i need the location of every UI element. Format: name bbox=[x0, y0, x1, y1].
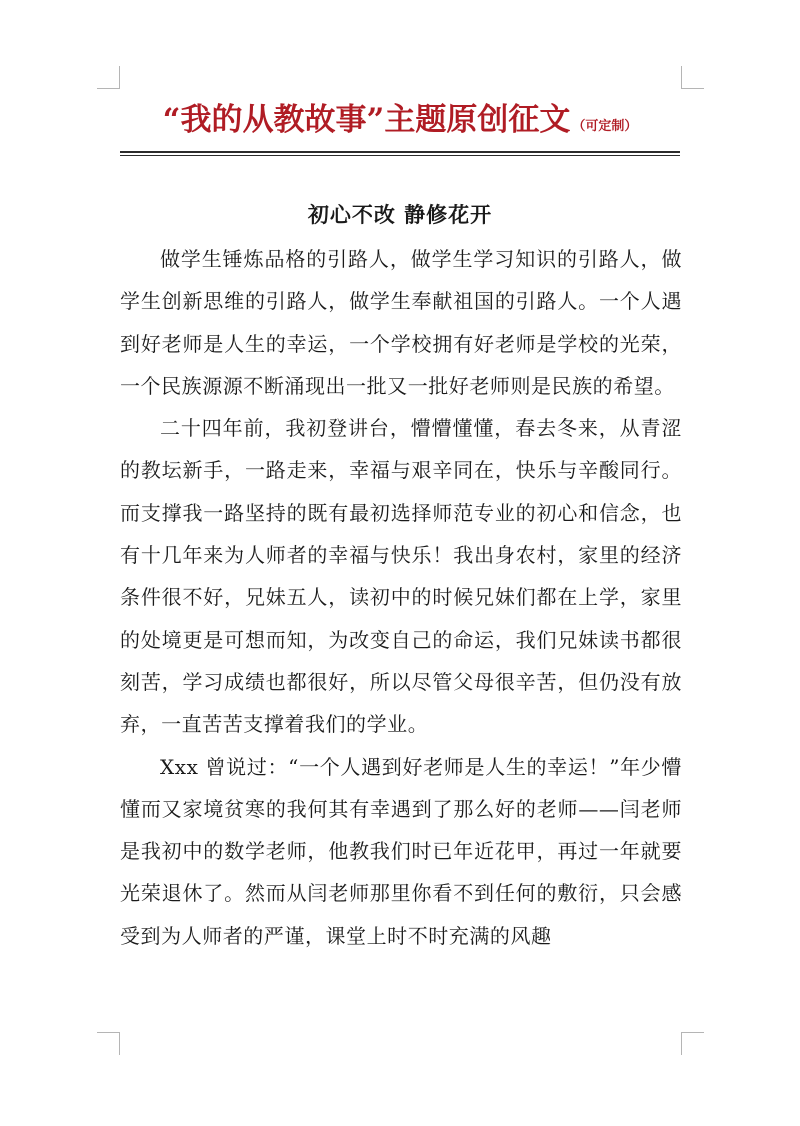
document-title: 初心不改 静修花开 bbox=[307, 202, 493, 227]
paragraph: Xxx 曾说过：“一个人遇到好老师是人生的幸运！”年少懵懂而又家境贫寒的我何其有幸遇到了那么好的老师——闫老师是我初中的数学老师，他教我们时已年近花甲，再过一年就要光荣退休了。然而从闫老师那里你看不到任何的敷衍，只会感受到为人师者的严谨，课堂上时不时充满的风趣 bbox=[120, 754, 682, 948]
header-note: （可定制） bbox=[572, 119, 638, 134]
crop-mark-bottom-right bbox=[681, 1032, 704, 1055]
document-body bbox=[120, 238, 682, 957]
crop-mark-top-right bbox=[681, 66, 704, 89]
document-header bbox=[120, 94, 680, 144]
paragraph: 做学生锤炼品格的引路人，做学生学习知识的引路人，做学生创新思维的引路人，做学生奉献祖国的引路人。一个人遇到好老师是人生的幸运，一个学校拥有好老师是学校的光荣，一个民族源源不断涌现出一批又一批好老师则是民族的希望。 bbox=[120, 247, 682, 398]
header-rule-thin bbox=[120, 155, 680, 156]
header-rule-thick bbox=[120, 151, 680, 153]
crop-mark-bottom-left bbox=[97, 1032, 120, 1055]
crop-mark-top-left bbox=[97, 66, 120, 89]
paragraph: 二十四年前，我初登讲台，懵懵懂懂，春去冬来，从青涩的教坛新手，一路走来，幸福与艰辛同在，快乐与辛酸同行。而支撑我一路坚持的既有最初选择师范专业的初心和信念，也有十几年来为人师者的幸福与快乐！我出身农村，家里的经济条件很不好，兄妹五人，读初中的时候兄妹们都在上学，家里的处境更是可想而知，为改变自己的命运，我们兄妹读书都很刻苦，学习成绩也都很好，所以尽管父母很辛苦，但仍没有放弃，一直苦苦支撑着我们的学业。 bbox=[120, 416, 682, 737]
header-title: “我的从教故事”主题原创征文 bbox=[162, 102, 571, 138]
